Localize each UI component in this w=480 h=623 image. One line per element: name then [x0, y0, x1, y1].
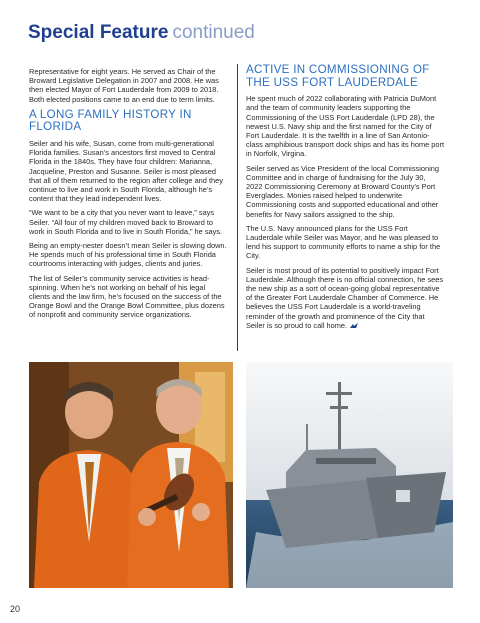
- right-column: [246, 64, 444, 335]
- page-number: 20: [10, 604, 21, 614]
- left-column: [29, 67, 227, 325]
- column-divider: [237, 64, 238, 351]
- right-paragraph-2: Seiler served as Vice President of the local Commissioning Committee and in charge of fundraising for the July 30, 2022 Commissioning Ceremony at Broward County’s Port Everglades. Monies raised helped to underwrite Commissioning costs and supported educational and other benefits for Navy sailors assigned to the ship.: [246, 163, 439, 219]
- right-paragraph-4-text: Seiler is most proud of its potential to positively impact Fort Lauderdale. Although there is no official connection, he sees the new ship as a sort of ocean-going global representative of the Greater Fort Lauderdale Chamber of Commerce. He believes the USS Fort Lauderdale is a world-traveling reminder of the growth and prominence of the City that Seiler is so proud to call home.: [246, 265, 444, 330]
- left-paragraph-5: The list of Seiler’s community service activities is head-spinning. When he’s not working on behalf of his legal clients and the law firm, he’s focused on the success of the Orange Bowl and the Orange Bowl Committee, plus dozens of nonprofit and community service organizations.: [29, 273, 225, 320]
- page-header: [28, 22, 255, 44]
- left-heading: A LONG FAMILY HISTORY IN FLORIDA: [29, 107, 192, 134]
- photo-two-men-orange-jackets: [29, 362, 233, 588]
- section-title-continued: continued: [172, 22, 255, 43]
- left-paragraph-3: “We want to be a city that you never want to leave,” says Seiler. “All four of my children moved back to Broward to work in South Florida and to live in South Florida,” he says.: [29, 208, 223, 236]
- end-mark-icon: [350, 323, 358, 329]
- left-paragraph-1: Representative for eight years. He served as Chair of the Broward Legislative Delegation in 2007 and 2008. He was then elected Mayor of Fort Lauderdale from 2009 to 2018. Both elected positions came to an end due to term limits.: [29, 67, 219, 104]
- photo-navy-ship-at-sea: [246, 362, 453, 588]
- left-paragraph-2: Seiler and his wife, Susan, come from multi-generational Florida families. Susan’s ancestors first moved to Central Florida in the 1840s. They have four children: Marianna, Jacqueline, Preston and Susanne. Seiler is most pleased that all of them returned to the region after college and they continue to live and work in South Florida, although he’s content that they lead independent lives.: [29, 139, 223, 204]
- right-paragraph-4: [246, 266, 444, 330]
- section-title: Special Feature: [28, 22, 169, 43]
- right-paragraph-3: The U.S. Navy announced plans for the USS Fort Lauderdale while Seiler was Mayor, and he was pleased to lend his support to community efforts to name a ship for the City.: [246, 223, 441, 261]
- left-paragraph-4: Being an empty-nester doesn’t mean Seiler is slowing down. He spends much of his professional time in South Florida courtrooms interacting with judges, clients and juries.: [29, 241, 227, 269]
- right-heading: ACTIVE IN COMMISSIONING OF THE USS FORT LAUDERDALE: [246, 63, 430, 89]
- right-paragraph-1: He spent much of 2022 collaborating with Patricia DuMont and the team of community leaders supporting the Commissioning of the USS Fort Lauderdale (LPD 28), the newest U.S. Navy ship and the first named for the City of Fort Lauderdale. It is the twelfth in a line of San Antonio-class amphibious transport dock ships and has its home port in Norfolk, Virgina.: [246, 94, 445, 159]
